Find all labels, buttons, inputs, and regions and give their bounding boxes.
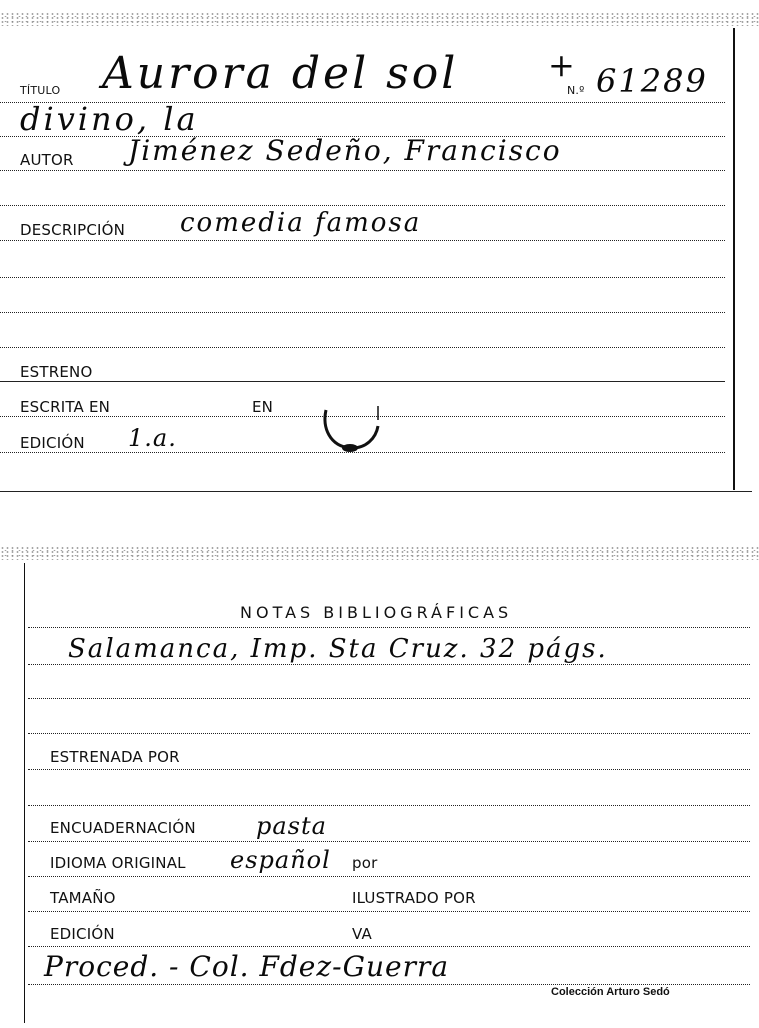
rule-notes-1	[28, 627, 750, 628]
rule-estreno	[0, 381, 725, 382]
label-estrenada-por: ESTRENADA POR	[50, 748, 180, 766]
title-line-2: divino, la	[20, 100, 199, 138]
label-autor: AUTOR	[20, 151, 74, 169]
cross-mark: +	[548, 46, 577, 84]
description-text: comedia famosa	[180, 208, 422, 238]
author-name: Jiménez Sedeño, Francisco	[128, 134, 562, 167]
rule-blank-1	[0, 205, 725, 206]
catalog-number: 61289	[596, 62, 708, 100]
notes-text: Salamanca, Imp. Sta Cruz. 32 págs.	[68, 634, 608, 664]
rule-notes-2	[28, 664, 750, 665]
label-edicion-2: EDICIÓN	[50, 925, 115, 943]
rule-blank-3	[0, 312, 725, 313]
label-tamano: TAMAÑO	[50, 889, 116, 907]
title-line-1: Aurora del sol	[102, 48, 459, 99]
punch-hole-mark	[320, 398, 382, 460]
rule-notes-4	[28, 733, 750, 734]
label-ilustrado-por: ILUSTRADO POR	[352, 889, 476, 907]
label-encuadernacion: ENCUADERNACIÓN	[50, 819, 196, 837]
label-edicion: EDICIÓN	[20, 434, 85, 452]
rule-description	[0, 240, 725, 241]
binding-value: pasta	[256, 812, 327, 840]
label-escrita-en: ESCRITA EN	[20, 398, 111, 416]
rule-edicion-2	[28, 946, 750, 947]
label-descripcion: DESCRIPCIÓN	[20, 221, 126, 239]
rule-blank-2	[0, 277, 725, 278]
rule-estrenada	[28, 769, 750, 770]
label-va: VA	[352, 925, 372, 943]
notes-heading: NOTAS BIBLIOGRÁFICAS	[240, 603, 513, 622]
label-idioma-original: IDIOMA ORIGINAL	[50, 854, 186, 872]
provenance-text: Proced. - Col. Fdez-Guerra	[44, 950, 450, 983]
rule-procedencia	[28, 984, 750, 985]
top-edge-speckle	[0, 12, 759, 26]
rule-blank-5	[28, 805, 750, 806]
label-titulo: TÍTULO	[20, 84, 61, 97]
rule-tamano	[28, 911, 750, 912]
label-en: EN	[252, 398, 274, 416]
language-value: español	[230, 846, 331, 874]
rule-notes-3	[28, 698, 750, 699]
rule-blank-4	[0, 347, 725, 348]
card-divider	[0, 491, 752, 492]
label-estreno: ESTRENO	[20, 363, 93, 381]
label-numero: N.º	[567, 84, 585, 97]
edition-value: 1.a.	[128, 424, 177, 452]
middle-edge-speckle	[0, 546, 759, 560]
rule-encuadernacion	[28, 841, 750, 842]
rule-idioma	[28, 876, 750, 877]
rule-author	[0, 170, 725, 171]
label-por: por	[352, 854, 378, 872]
collection-credit: Colección Arturo Sedó	[551, 986, 670, 998]
